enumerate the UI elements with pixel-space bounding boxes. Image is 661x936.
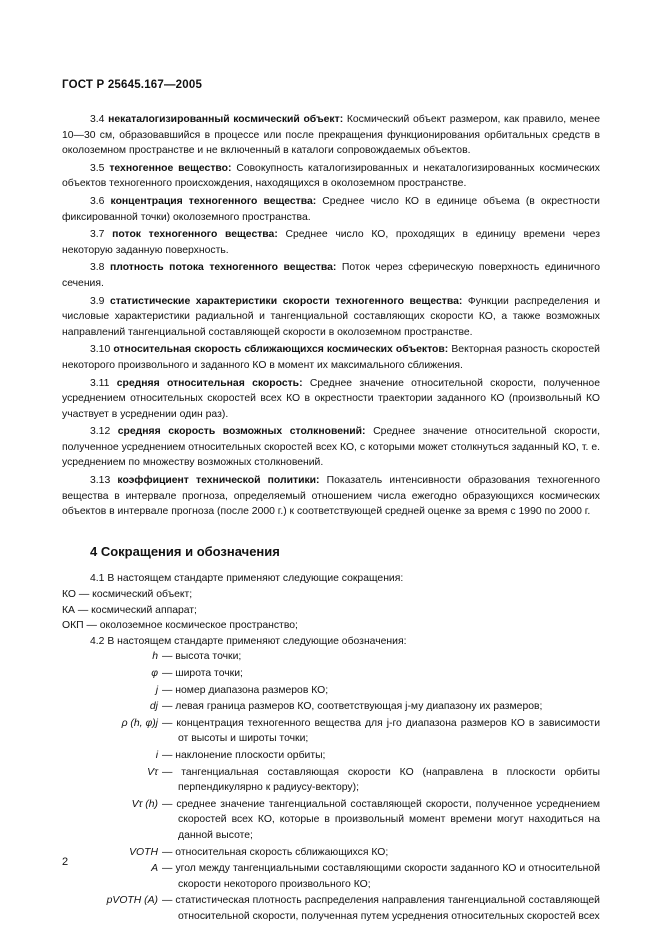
definition-term: техногенное вещество: <box>109 162 232 174</box>
definition-term: относительная скорость сближающихся космических объектов: <box>113 344 449 356</box>
symbol: φ <box>151 668 158 679</box>
definition-term: статистические характеристики скорости техногенного вещества: <box>110 295 463 307</box>
definition-paragraph <box>62 473 600 520</box>
definition-term: плотность потока техногенного вещества: <box>109 262 337 274</box>
definition-number: 3.6 <box>90 195 111 207</box>
definition-paragraph <box>62 194 600 225</box>
symbol: i <box>155 749 158 761</box>
abbrev-intro: 4.1 В настоящем стандарте применяют следующие сокращения: <box>90 573 404 585</box>
symbol-row <box>62 765 600 796</box>
symbol-row <box>62 683 600 699</box>
symbol: ρ (h, φ)j <box>121 717 158 729</box>
definition-paragraph <box>62 161 600 192</box>
symbol-intro: 4.2 В настоящем стандарте применяют следующие обозначения: <box>90 635 407 647</box>
page-number: 2 <box>62 856 69 868</box>
symbol-row <box>62 893 600 924</box>
abbreviation-item: ОКП — околоземное космическое пространство; <box>62 620 298 632</box>
definition-number: 3.5 <box>90 162 110 174</box>
symbol-description: — наклонение плоскости орбиты; <box>162 749 326 761</box>
definition-text: Среднее число КО, проходящих в единицу времени через некоторую заданную поверхность. <box>62 229 600 256</box>
definition-paragraph <box>62 376 600 423</box>
definition-text: Среднее число КО в единице объема (в окрестности фиксированной точки) околоземного пространства. <box>62 195 600 223</box>
symbol: VОТН <box>129 846 158 858</box>
definition-paragraph <box>62 342 600 373</box>
abbreviation-item: КА — космический аппарат; <box>62 604 197 616</box>
definition-number: 3.12 <box>90 426 118 438</box>
symbol: Vτ (h) <box>131 798 158 810</box>
symbol-description: — относительная скорость сближающихся КО; <box>162 846 389 858</box>
definition-text: Совокупность каталогизированных и некаталогизированных космических объектов техногенного происхождения, находящихся в околоземном пространстве. <box>62 162 600 190</box>
symbol-description: — широта точки; <box>162 668 243 679</box>
symbol-row <box>62 716 600 747</box>
definition-term: концентрация техногенного вещества: <box>110 195 317 207</box>
symbol: pVОТН (A) <box>106 895 158 907</box>
definition-paragraph <box>62 112 600 159</box>
definition-term: поток техногенного вещества: <box>112 229 278 241</box>
abbreviation-list <box>62 587 600 634</box>
definition-text: Космический объект размером, как правило, менее 10—30 см, образовавшийся в процессе или после прекращения функционирования орбитальных средств в околоземном пространстве и не включенный в каталоги сопровождаемых объектов. <box>62 114 601 157</box>
definition-paragraph <box>62 260 600 291</box>
symbol-row <box>62 666 600 682</box>
symbol-list <box>62 649 600 924</box>
definition-paragraph <box>62 294 600 341</box>
definition-paragraph <box>62 227 600 258</box>
symbol-description: — среднее значение тангенциальной составляющей скорости, полученное усреднением скоростей всех КО, которые в произвольный момент времени могут находиться на данной высоте; <box>162 798 600 841</box>
definition-term: коэффициент технической политики: <box>117 475 320 487</box>
symbol: Vτ <box>147 766 158 778</box>
definition-number: 3.13 <box>90 475 118 487</box>
definition-text: Поток через сферическую поверхность единичного сечения. <box>62 262 600 289</box>
symbol-description: — концентрация техногенного вещества для j-го диапазона размеров КО в зависимости от высоты и широты точки; <box>162 717 600 745</box>
symbol-description: — статистическая плотность распределения направления тангенциальной составляющей относительной скорости, полученная путем усреднения относительных скоростей всех <box>162 895 600 922</box>
definition-paragraph <box>62 424 600 471</box>
definition-term: средняя скорость возможных столкновений: <box>117 426 366 438</box>
symbol-row <box>62 845 600 861</box>
symbol-description: — угол между тангенциальными составляющими скорости заданного КО и относительной скорости некоторого произвольного КО; <box>162 863 600 890</box>
definition-number: 3.4 <box>90 114 109 125</box>
definition-text: Среднее значение относительной скорости, полученное усреднением относительных скоростей всех КО, с которыми может столкнуться заданный КО, т. е. усреднением по множеству возможных столкновений. <box>62 426 600 469</box>
section-title: 4 Сокращения и обозначения <box>90 543 280 559</box>
definition-term: некаталогизированный космический объект: <box>108 114 344 125</box>
definition-number: 3.7 <box>90 229 113 241</box>
symbol: dj <box>149 701 158 713</box>
definition-number: 3.11 <box>90 377 117 389</box>
abbreviation-item: КО — космический объект; <box>62 589 193 601</box>
document-header: ГОСТ Р 25645.167—2005 <box>62 79 203 91</box>
symbol: j <box>155 684 158 696</box>
symbol-description: — левая граница размеров КО, соответствующая j-му диапазону их размеров; <box>162 701 543 713</box>
definitions-list <box>62 112 600 520</box>
symbol: A <box>151 863 158 875</box>
symbol-row <box>62 797 600 844</box>
definition-number: 3.10 <box>90 344 114 356</box>
definition-text: Среднее значение относительной скорости, полученное усреднением относительных скоростей всех КО в окрестности траектории заданного КО (произвольный КО участвует в усреднении один раз). <box>62 377 600 420</box>
document-body <box>62 112 600 926</box>
symbol-description: — высота точки; <box>162 651 242 663</box>
symbol-row <box>62 649 600 665</box>
symbol-description: — номер диапазона размеров КО; <box>162 684 329 696</box>
definition-number: 3.9 <box>90 295 111 307</box>
definition-term: средняя относительная скорость: <box>116 377 303 389</box>
definition-text: Векторная разность скоростей некоторого произвольного и заданного КО в момент их максимального сближения. <box>62 344 600 371</box>
symbol-row <box>62 699 600 715</box>
symbol-row <box>62 861 600 892</box>
definition-text: Показатель интенсивности образования техногенного вещества в интервале прогноза, определяемый отношением числа ежегодно образующихся космических объектов в интервале прогноза (после 2000 г.) к соответствующей средней оценке за время с 1990 по 2000 г. <box>62 475 600 518</box>
symbol-row <box>62 748 600 764</box>
definition-number: 3.8 <box>90 262 110 274</box>
symbol-description: — тангенциальная составляющая скорости КО (направлена в плоскости орбиты перпендикулярно к радиусу-вектору); <box>162 766 600 794</box>
definition-text: Функции распределения и числовые характеристики радиальной и тангенциальной составляющих скорости КО, а также возможных направлений тангенциальной составляющей скорости в околоземном пространстве. <box>62 295 601 338</box>
symbol: h <box>152 651 158 663</box>
